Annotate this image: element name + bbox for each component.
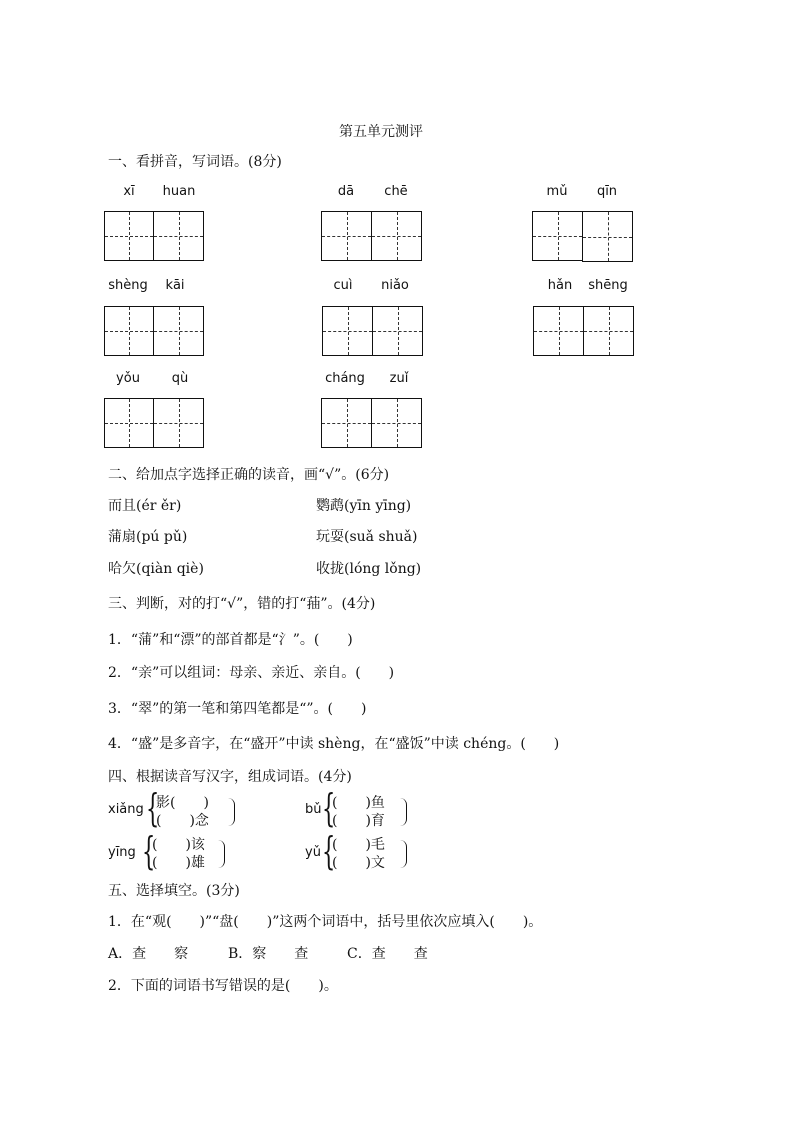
option-c[interactable]: C．查 查 [347, 946, 428, 962]
right-brace [228, 798, 235, 826]
judgement-item[interactable]: 1．“蒲”和“漂”的部首都是“氵”。( ) [108, 632, 353, 648]
reading-choice[interactable]: 鹦鹉(yīn yīng) [316, 498, 412, 514]
writing-box[interactable] [104, 398, 154, 448]
pinyin: shēng [588, 278, 628, 293]
pinyin: shèng [108, 278, 148, 293]
pinyin: bǔ [305, 802, 322, 817]
right-brace [400, 798, 407, 826]
writing-box[interactable] [153, 211, 204, 261]
pinyin: yīng [108, 845, 136, 860]
pinyin: qù [171, 371, 189, 386]
pinyin: hǎn [547, 278, 573, 293]
writing-box[interactable] [532, 211, 583, 261]
reading-choice[interactable]: 玩耍(suǎ shuǎ) [316, 529, 418, 545]
writing-box[interactable] [104, 306, 154, 356]
fill-blank[interactable]: ( )该 [152, 837, 205, 853]
pinyin: mǔ [546, 184, 568, 199]
option-a[interactable]: A．查 察 [108, 946, 189, 962]
section-3-heading: 三、判断，对的打“√”，错的打“菗”。(4分) [108, 596, 376, 612]
pinyin: huan [162, 184, 196, 199]
pinyin: kāi [165, 278, 185, 293]
pinyin: yǒu [116, 371, 140, 386]
fill-blank[interactable]: 影( ) [156, 795, 209, 811]
pinyin: yǔ [305, 845, 321, 860]
pinyin: cháng [325, 371, 365, 386]
pinyin: xiǎng [108, 802, 144, 817]
writing-box[interactable] [322, 306, 373, 356]
left-brace: { [322, 786, 336, 830]
left-brace: { [142, 829, 156, 873]
fill-blank[interactable]: ( )念 [156, 813, 209, 829]
pinyin: niǎo [381, 278, 409, 293]
writing-box[interactable] [153, 306, 204, 356]
writing-box[interactable] [371, 398, 422, 448]
section-1-heading: 一、看拼音，写词语。(8分) [108, 154, 282, 170]
writing-box[interactable] [533, 306, 584, 356]
writing-box[interactable] [372, 306, 423, 356]
question-2: 2．下面的词语书写错误的是( )。 [108, 978, 338, 994]
pinyin: chē [384, 184, 408, 199]
pinyin: xī [123, 184, 135, 199]
reading-choice[interactable]: 收拢(lóng lǒng) [316, 561, 422, 577]
pinyin: cuì [333, 278, 353, 293]
fill-blank[interactable]: ( )文 [332, 855, 385, 871]
pinyin: dā [337, 184, 355, 199]
writing-box[interactable] [321, 211, 372, 261]
pinyin: qīn [596, 184, 618, 199]
question-1: 1．在“观( )”“盘( )”这两个词语中，括号里依次应填入( )。 [108, 914, 543, 930]
judgement-item[interactable]: 4．“盛”是多音字，在“盛开”中读 shèng，在“盛饭”中读 chéng。( ) [108, 736, 560, 752]
reading-choice[interactable]: 蒲扇(pú pǔ) [108, 529, 188, 545]
right-brace [400, 840, 407, 868]
fill-blank[interactable]: ( )育 [332, 813, 385, 829]
option-b[interactable]: B．察 查 [228, 946, 309, 962]
reading-choice[interactable]: 哈欠(qiàn qiè) [108, 561, 204, 577]
writing-box[interactable] [583, 306, 634, 356]
reading-choice[interactable]: 而且(ér ěr) [108, 498, 182, 514]
fill-blank[interactable]: ( )雄 [152, 855, 205, 871]
section-5-heading: 五、选择填空。(3分) [108, 883, 240, 899]
writing-box[interactable] [371, 211, 422, 261]
section-2-heading: 二、给加点字选择正确的读音，画“√”。(6分) [108, 467, 390, 483]
fill-blank[interactable]: ( )毛 [332, 837, 385, 853]
judgement-item[interactable]: 2．“亲”可以组词：母亲、亲近、亲自。( ) [108, 665, 395, 681]
left-brace: { [146, 786, 160, 830]
section-4-heading: 四、根据读音写汉字，组成词语。(4分) [108, 769, 352, 785]
fill-blank[interactable]: ( )鱼 [332, 795, 385, 811]
writing-box[interactable] [104, 211, 154, 261]
page-title: 第五单元测评 [339, 124, 423, 140]
left-brace: { [322, 829, 336, 873]
judgement-item[interactable]: 3．“翠”的第一笔和第四笔都是“”。( ) [108, 701, 367, 717]
pinyin: zuǐ [389, 371, 409, 386]
writing-box[interactable] [321, 398, 372, 448]
writing-box[interactable] [582, 211, 633, 262]
right-brace [218, 840, 225, 868]
writing-box[interactable] [153, 398, 204, 448]
